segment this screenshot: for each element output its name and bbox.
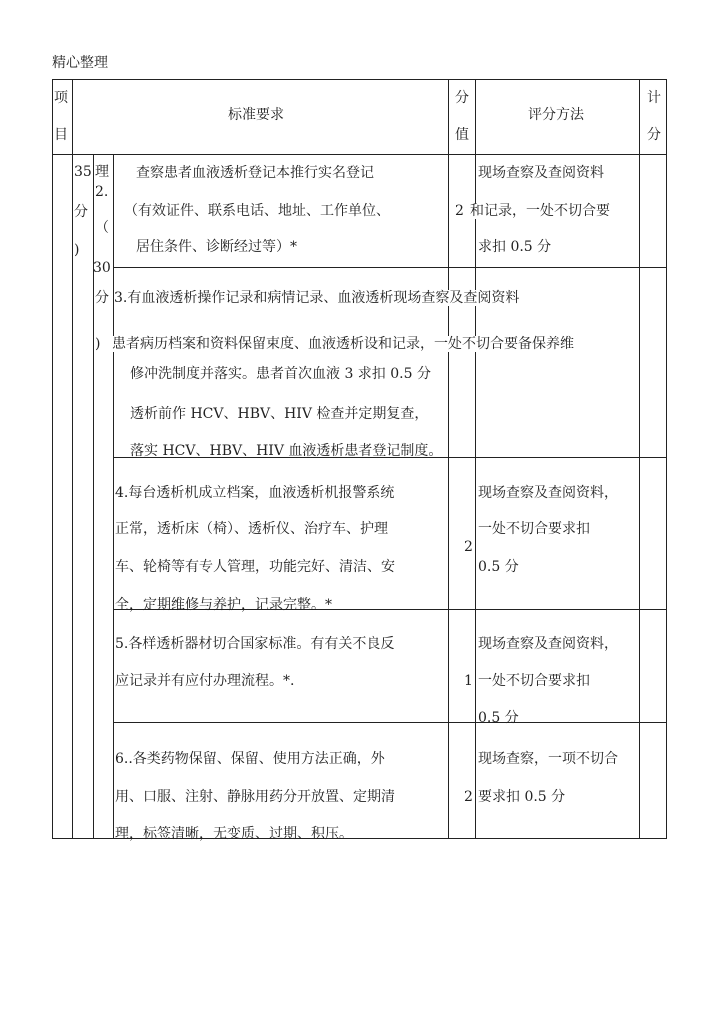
- header-score: 分: [455, 90, 469, 106]
- row-divider: [113, 267, 667, 268]
- header-item: 项: [54, 90, 68, 106]
- method-text: 现场查察及查阅资料，: [478, 485, 618, 501]
- requirement-text: 正常，透析床（椅）、透析仪、治疗车、护理: [115, 521, 388, 537]
- row-divider: [113, 722, 667, 723]
- method-text: 现场查察，一项不切合: [478, 751, 618, 767]
- group-score-label: ): [74, 242, 80, 258]
- requirement-text: 患者病历档案和资料保留束度、血液透析设和记录，一处不切合要备保养维: [112, 336, 574, 352]
- group-score-label: 分: [74, 204, 88, 220]
- subgroup-label: 30: [93, 260, 111, 276]
- method-text: 0.5 分: [478, 710, 519, 726]
- requirement-text: 查察患者血液透析登记本推行实名登记: [136, 165, 374, 181]
- method-text: 现场查察及查阅资料，: [478, 636, 618, 652]
- requirement-text: 用、口服、注射、静脉用药分开放置、定期清: [115, 789, 395, 805]
- column-divider: [475, 79, 476, 839]
- score-value: 1: [464, 673, 473, 689]
- requirement-text: 理，标签清晰，无变质、过期、积压。: [115, 826, 353, 842]
- method-text: 现场查察及查阅资料: [478, 165, 604, 181]
- header-item: 目: [54, 127, 68, 143]
- method-text: 和记录，一处不切合要: [470, 203, 610, 219]
- header-score: 值: [455, 127, 469, 143]
- requirement-text: 车、轮椅等有专人管理，功能完好、清洁、安: [115, 559, 395, 575]
- page-title: 精心整理: [52, 55, 108, 71]
- column-divider: [639, 79, 640, 839]
- subgroup-label: 分: [95, 290, 109, 306]
- header-tally: 计: [647, 90, 661, 106]
- requirement-text: 3.有血液透析操作记录和病情记录、血液透析现场查察及查阅资料: [114, 290, 520, 306]
- requirement-text: 应记录并有应付办理流程。*.: [115, 673, 295, 689]
- requirement-text: 5.各样透析器材切合国家标准。有有关不良反: [115, 636, 395, 652]
- column-divider: [72, 79, 73, 839]
- requirement-text: 居住条件、诊断经过等）*: [136, 239, 297, 255]
- header-method: 评分方法: [528, 107, 584, 123]
- column-divider: [113, 154, 114, 839]
- requirement-text: （有效证件、联系电话、地址、工作单位、: [124, 203, 390, 219]
- method-text: 一处不切合要求扣: [478, 673, 590, 689]
- column-divider: [93, 154, 94, 839]
- score-value: 2: [464, 539, 473, 555]
- method-text: 一处不切合要求扣: [478, 521, 590, 537]
- subgroup-label: 2.: [95, 184, 109, 200]
- table-left-border: [52, 79, 53, 839]
- group-score-label: 35: [74, 164, 92, 180]
- header-tally: 分: [647, 127, 661, 143]
- method-text: 要求扣 0.5 分: [478, 789, 566, 805]
- requirement-text: 6..各类药物保留、保留、使用方法正确，外: [115, 751, 385, 767]
- table-top-border: [52, 79, 667, 80]
- requirement-text: 落实 HCV、HBV、HIV 血液透析患者登记制度。: [130, 443, 443, 459]
- method-text: 0.5 分: [478, 559, 519, 575]
- table-right-border: [666, 79, 667, 839]
- requirement-text: 透析前作 HCV、HBV、HIV 检查并定期复查，: [130, 406, 429, 422]
- score-value: 2: [455, 203, 464, 219]
- subgroup-label: ): [95, 336, 101, 352]
- header-standard: 标准要求: [228, 107, 284, 123]
- requirement-text: 全，定期维修与养护，记录完整。*: [115, 597, 332, 613]
- score-value: 2: [464, 789, 473, 805]
- requirement-text: 4.每台透析机成立档案，血液透析机报警系统: [115, 485, 395, 501]
- requirement-text: 修冲洗制度并落实。患者首次血液 3 求扣 0.5 分: [130, 366, 431, 382]
- subgroup-label: （: [95, 220, 109, 236]
- subgroup-label: 理: [95, 164, 109, 180]
- column-divider: [448, 79, 449, 839]
- method-text: 求扣 0.5 分: [478, 239, 552, 255]
- header-bottom-border: [52, 154, 667, 155]
